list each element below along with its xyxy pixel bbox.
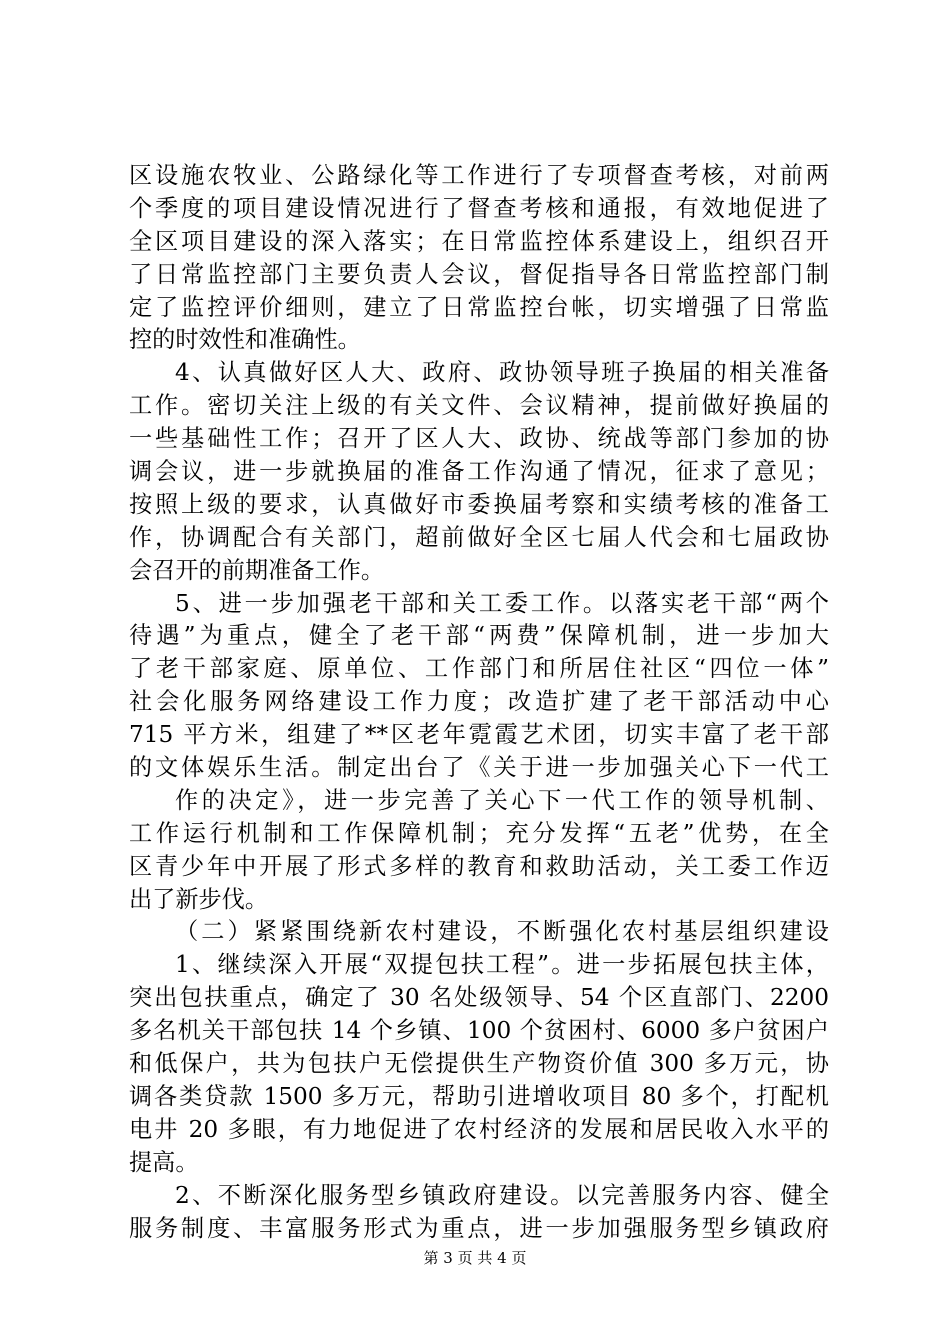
text-line: 按照上级的要求，认真做好市委换届考察和实绩考核的准备工 xyxy=(129,490,829,518)
text-line: 1、继续深入开展“双提包扶工程”。进一步拓展包扶主体， xyxy=(175,951,829,979)
body-text xyxy=(129,160,829,1245)
text-line: 一些基础性工作；召开了区人大、政协、统战等部门参加的协 xyxy=(129,425,829,453)
text-line: 控的时效性和准确性。 xyxy=(129,326,361,354)
text-line: 个季度的项目建设情况进行了督查考核和通报，有效地促进了 xyxy=(129,194,829,222)
text-line: 了老干部家庭、原单位、工作部门和所居住社区“四位一体” xyxy=(129,655,829,683)
text-line: 的文体娱乐生活。制定出台了《关于进一步加强关心下一代工 xyxy=(129,754,829,782)
text-line: 作的决定》，进一步完善了关心下一代工作的领导机制、 xyxy=(175,786,829,814)
text-line: 突出包扶重点，确定了 30 名处级领导、54 个区直部门、2200 xyxy=(129,984,829,1012)
text-line: 工作。密切关注上级的有关文件、会议精神，提前做好换届的 xyxy=(129,392,829,420)
text-line: 5、进一步加强老干部和关工委工作。以落实老干部“两个 xyxy=(175,589,829,617)
text-line: 服务制度、丰富服务形式为重点，进一步加强服务型乡镇政府 xyxy=(129,1214,829,1242)
text-line: 全区项目建设的深入落实；在日常监控体系建设上，组织召开 xyxy=(129,227,829,255)
text-line: 社会化服务网络建设工作力度；改造扩建了老干部活动中心 xyxy=(129,688,829,716)
text-line: 和低保户，共为包扶户无偿提供生产物资价值 300 多万元，协 xyxy=(129,1050,829,1078)
page-footer: 第 3 页 共 4 页 xyxy=(423,1249,527,1267)
text-line: 区设施农牧业、公路绿化等工作进行了专项督查考核，对前两 xyxy=(129,162,829,189)
text-line: 定了监控评价细则，建立了日常监控台帐，切实增强了日常监 xyxy=(129,293,829,321)
text-line: 多名机关干部包扶 14 个乡镇、100 个贫困村、6000 多户贫困户 xyxy=(129,1017,829,1045)
text-line: 715 平方米，组建了**区老年霓霞艺术团，切实丰富了老干部 xyxy=(129,721,829,749)
text-line: 了日常监控部门主要负责人会议，督促指导各日常监控部门制 xyxy=(129,260,829,288)
text-line: 4、认真做好区人大、政府、政协领导班子换届的相关准备 xyxy=(175,359,829,387)
text-line: 作，协调配合有关部门，超前做好全区七届人代会和七届政协 xyxy=(129,523,829,551)
text-line: 工作运行机制和工作保障机制；充分发挥“五老”优势，在全 xyxy=(129,819,829,847)
text-line: 电井 20 多眼，有力地促进了农村经济的发展和居民收入水平的 xyxy=(129,1115,829,1143)
text-line: 区青少年中开展了形式多样的教育和救助活动，关工委工作迈 xyxy=(129,852,829,880)
text-line: 调会议，进一步就换届的准备工作沟通了情况，征求了意见； xyxy=(129,458,829,486)
text-line: 待遇”为重点，健全了老干部“两费”保障机制，进一步加大 xyxy=(129,622,829,650)
text-line: （二）紧紧围绕新农村建设，不断强化农村基层组织建设 xyxy=(175,918,829,946)
text-line: 提高。 xyxy=(129,1148,199,1176)
text-line: 2、不断深化服务型乡镇政府建设。以完善服务内容、健全 xyxy=(175,1181,829,1209)
text-line: 调各类贷款 1500 多万元，帮助引进增收项目 80 多个，打配机 xyxy=(129,1082,829,1110)
text-line: 出了新步伐。 xyxy=(129,885,269,913)
text-line: 会召开的前期准备工作。 xyxy=(129,556,385,584)
